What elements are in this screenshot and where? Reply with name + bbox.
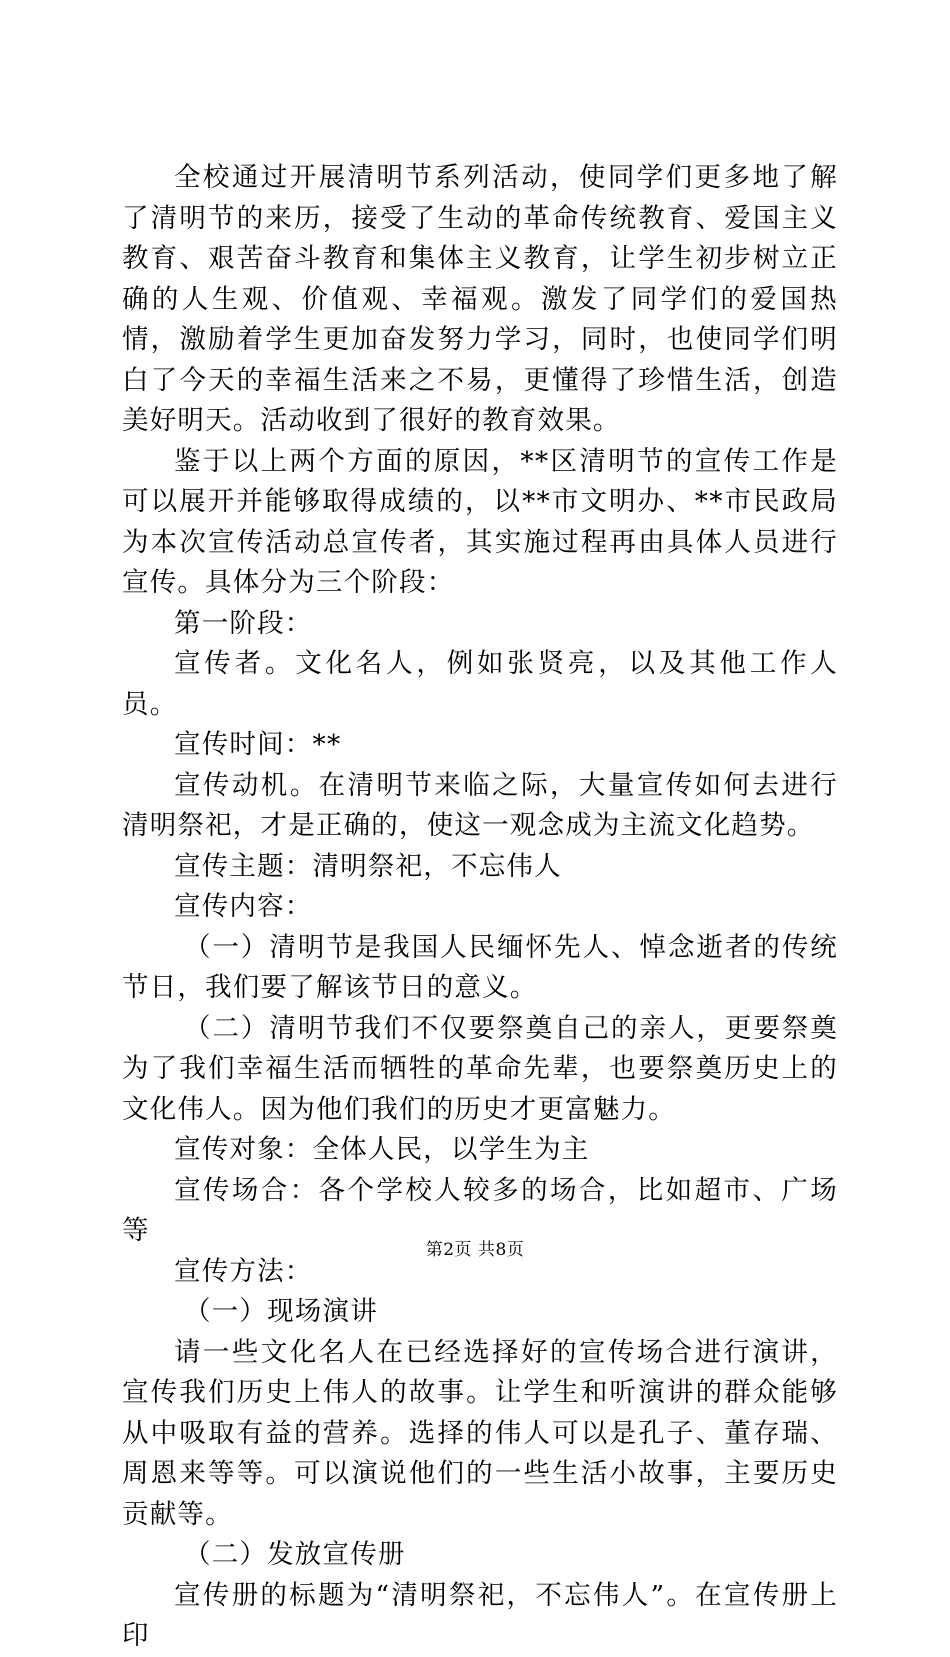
document-body (122, 158, 838, 1657)
paragraph: 请一些文化名人在已经选择好的宣传场合进行演讲，宣传我们历史上伟人的故事。让学生和听演讲的群众能够从中吸取有益的营养。选择的伟人可以是孔子、董存瑞、周恩来等等。可以演说他们的一些生活小故事，主要历史贡献等。 (122, 1336, 838, 1530)
page-footer (0, 1238, 950, 1262)
paragraph: 宣传者。文化名人，例如张贤亮，以及其他工作人员。 (122, 648, 838, 720)
paragraph: 鉴于以上两个方面的原因，**区清明节的宣传工作是可以展开并能够取得成绩的，以**市文明办、**市民政局为本次宣传活动总宣传者，其实施过程再由具体人员进行宣传。具体分为三个阶段： (122, 445, 838, 598)
paragraph: 宣传对象：全体人民，以学生为主 (174, 1134, 590, 1165)
paragraph: （一）清明节是我国人民缅怀先人、悼念逝者的传统节日，我们要了解该节日的意义。 (122, 931, 838, 1003)
paragraph: 宣传场合：各个学校人较多的场合，比如超市、广场等 (122, 1174, 838, 1246)
paragraph: 宣传册的标题为“清明祭祀，不忘伟人”。在宣传册上印 (122, 1579, 838, 1651)
page-number-label: 第2页 共8页 (425, 1240, 525, 1260)
paragraph: （一）现场演讲 (184, 1296, 378, 1327)
paragraph: 宣传动机。在清明节来临之际，大量宣传如何去进行清明祭祀，才是正确的，使这一观念成为主流文化趋势。 (122, 769, 838, 841)
paragraph: 宣传时间：** (174, 729, 342, 760)
paragraph: 宣传内容： (174, 891, 313, 922)
paragraph: （二）清明节我们不仅要祭奠自己的亲人，更要祭奠为了我们幸福生活而牺牲的革命先辈，也要祭奠历史上的文化伟人。因为他们我们的历史才更富魅力。 (122, 1012, 838, 1125)
paragraph: 全校通过开展清明节系列活动，使同学们更多地了解了清明节的来历，接受了生动的革命传统教育、爱国主义教育、艰苦奋斗教育和集体主义教育，让学生初步树立正确的人生观、价值观、幸福观。激发了同学们的爱国热情，激励着学生更加奋发努力学习，同时，也使同学们明白了今天的幸福生活来之不易，更懂得了珍惜生活，创造美好明天。活动收到了很好的教育效果。 (122, 162, 838, 436)
paragraph: 宣传主题：清明祭祀，不忘伟人 (174, 850, 562, 882)
paragraph: 宣传方法： (174, 1255, 313, 1287)
paragraph: （二）发放宣传册 (184, 1539, 406, 1570)
paragraph: 第一阶段： (174, 607, 313, 639)
